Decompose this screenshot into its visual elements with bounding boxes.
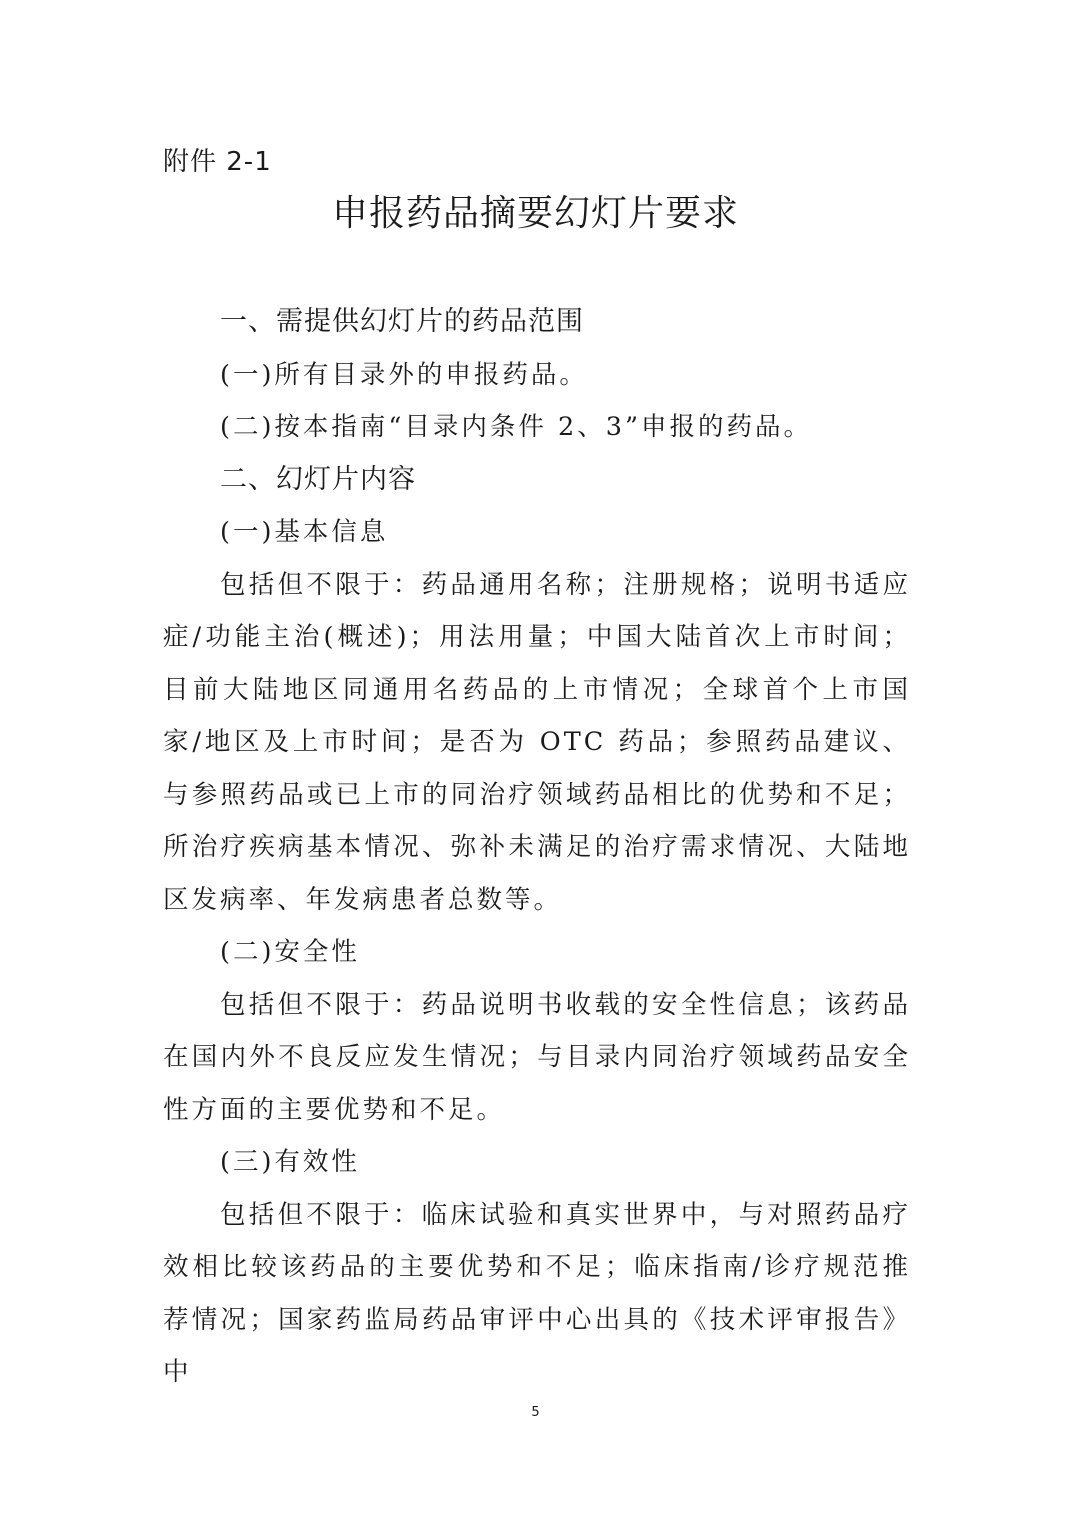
section-2-subheading-efficacy: (三)有效性 xyxy=(220,1147,360,1177)
section-2-basic-info-paragraph: 包括但不限于：药品通用名称；注册规格；说明书适应症/功能主治(概述)；用法用量；中国大陆首次上市时间；目前大陆地区同通用名药品的上市情况；全球首个上市国家/地区及上市时间；是否为 OTC 药品；参照药品建议、与参照药品或已上市的同治疗领域药品相比的优势和不足；所治疗疾病基本情况、弥补未满足的治疗需求情况、大陆地区发病率、年发病患者总数等。 xyxy=(163,569,911,915)
section-2-efficacy-paragraph: 包括但不限于：临床试验和真实世界中，与对照药品疗效相比较该药品的主要优势和不足；临床指南/诊疗规范推荐情况；国家药监局药品审评中心出具的《技术评审报告》中 xyxy=(163,1199,911,1387)
section-2-heading: 二、幻灯片内容 xyxy=(220,463,416,495)
section-2-safety-paragraph: 包括但不限于：药品说明书收载的安全性信息；该药品在国内外不良反应发生情况；与目录内同治疗领域药品安全性方面的主要优势和不足。 xyxy=(163,989,911,1125)
section-1-heading: 一、需提供幻灯片的药品范围 xyxy=(220,306,584,337)
attachment-label: 附件 2-1 xyxy=(163,147,272,177)
section-1-item-2: (二)按本指南“目录内条件 2、3”申报的药品。 xyxy=(220,412,813,442)
document-title: 申报药品摘要幻灯片要求 xyxy=(331,193,739,234)
section-2-subheading-basic-info: (一)基本信息 xyxy=(220,517,389,547)
document-body xyxy=(163,296,911,1399)
page-number: 5 xyxy=(531,1405,540,1420)
section-1-item-1: (一)所有目录外的申报药品。 xyxy=(220,359,588,390)
section-2-subheading-safety: (二)安全性 xyxy=(220,937,360,967)
